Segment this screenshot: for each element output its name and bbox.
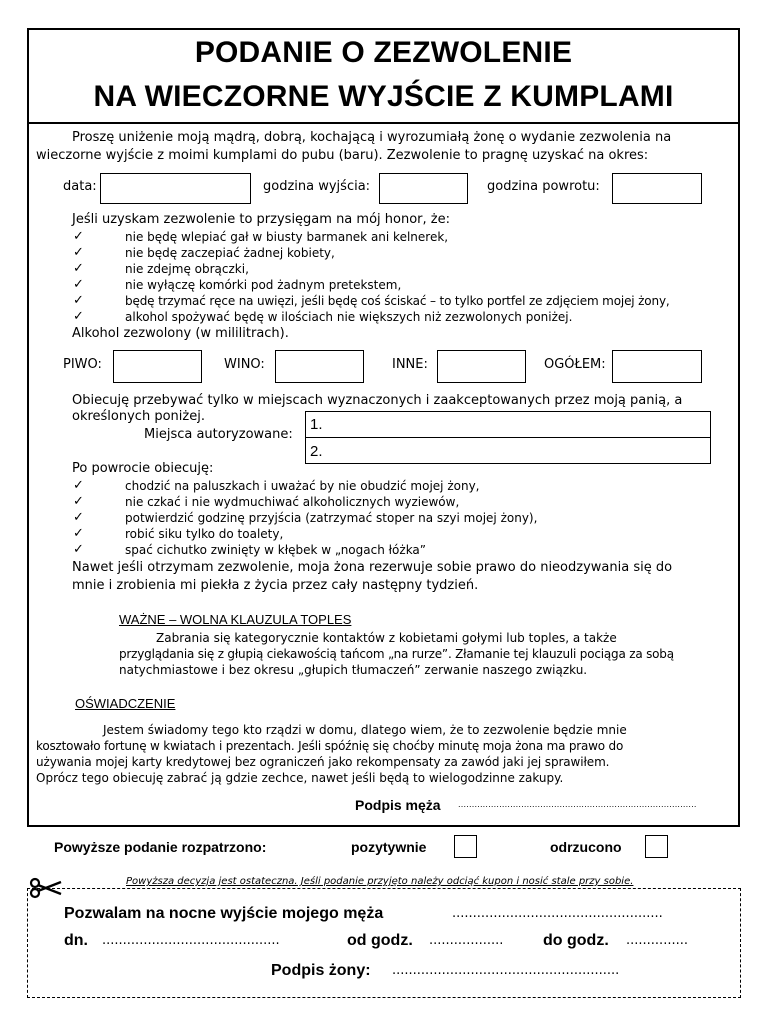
wife-signature-line[interactable]: ....................................................... [392, 963, 620, 978]
coupon-permit-line[interactable]: ................................................... [452, 906, 663, 921]
declaration-heading: OŚWIADCZENIE [75, 696, 176, 711]
beer-field[interactable] [113, 350, 202, 383]
title-box [27, 28, 740, 124]
date-field[interactable] [100, 173, 251, 204]
title-line-2: NA WIECZORNE WYJŚCIE Z KUMPLAMI [93, 80, 674, 113]
oath-item: nie wyłączę komórki pod żadnym pretekstem, [125, 278, 402, 292]
wife-signature-label: Podpis żony: [271, 962, 371, 979]
check-icon: ✓ [73, 478, 84, 493]
check-icon: ✓ [73, 277, 84, 292]
places-line-2: określonych poniżej. [72, 409, 205, 424]
coupon-day-label: dn. [64, 932, 88, 949]
check-icon: ✓ [73, 245, 84, 260]
decision-note: Powyższa decyzja jest ostateczna. Jeśli podanie przyjęto należy odciąć kupon i nosić stale przy sobie. [126, 876, 634, 887]
coupon-to-label: do godz. [543, 932, 609, 949]
title-line-1: PODANIE O ZEZWOLENIE [194, 36, 573, 69]
oath-item: nie będę zaczepiać żadnej kobiety, [125, 246, 335, 260]
return-item: potwierdzić godzinę przyjścia (zatrzymać stoper na szyi mojej żony), [125, 511, 538, 525]
clause-line-3: natychmiastowe i bez okresu „głupich tłumaczeń” zerwanie naszego związku. [119, 663, 588, 677]
declaration-line-2: kosztowało fortunę w kwiatach i prezentach. Jeśli spóźnię się choćby minutę moja żona ma prawo do [36, 739, 624, 753]
wine-field[interactable] [275, 350, 364, 383]
return-item: nie czkać i nie wydmuchiwać alkoholicznych wyziewów, [125, 495, 460, 509]
husband-signature-line[interactable]: ....................................................................................... [458, 800, 697, 809]
intro-line-2: wieczorne wyjście z moimi kumplami do pubu (baru). Zezwolenie to pragnę uzyskać na okres: [36, 148, 649, 163]
husband-signature-label: Podpis męża [355, 797, 441, 813]
check-icon: ✓ [73, 229, 84, 244]
back-time-label: godzina powrotu: [487, 179, 600, 194]
other-label: INNE: [392, 357, 428, 372]
declaration-line-4: Oprócz tego obiecuję zabrać ją gdzie zechce, nawet jeśli będą to wielogodzinne zakupy. [36, 771, 564, 785]
place-field-2[interactable] [305, 437, 711, 464]
places-line-1: Obiecuję przebywać tylko w miejscach wyznaczonych i zaakceptowanych przez moją panią, a [72, 393, 683, 408]
return-item: spać cichutko zwinięty w kłębek w „nogach łóżka” [125, 543, 426, 557]
return-intro: Po powrocie obiecuję: [72, 461, 214, 476]
oath-intro: Jeśli uzyskam zezwolenie to przysięgam na mój honor, że: [72, 212, 450, 227]
place-field-1[interactable] [305, 411, 711, 438]
check-icon: ✓ [73, 542, 84, 557]
wine-label: WINO: [224, 357, 265, 372]
check-icon: ✓ [73, 526, 84, 541]
rejected-checkbox[interactable] [645, 835, 668, 858]
closing-line-1: Nawet jeśli otrzymam zezwolenie, moja żona rezerwuje sobie prawo do nieodzywania się do [72, 560, 673, 575]
places-label: Miejsca autoryzowane: [144, 427, 293, 442]
total-field[interactable] [612, 350, 702, 383]
out-time-label: godzina wyjścia: [263, 179, 371, 194]
declaration-line-1: Jestem świadomy tego kto rządzi w domu, dlatego wiem, że to zezwolenie będzie mnie [103, 723, 627, 737]
beer-label: PIWO: [63, 357, 102, 372]
check-icon: ✓ [73, 510, 84, 525]
oath-item: alkohol spożywać będę w ilościach nie większych niż zezwolonych poniżej. [125, 310, 573, 324]
coupon-from-line[interactable]: .................. [429, 933, 504, 948]
coupon-to-line[interactable]: ............... [626, 933, 688, 948]
return-item: chodzić na paluszkach i uważać by nie obudzić mojej żony, [125, 479, 480, 493]
out-time-field[interactable] [379, 173, 468, 204]
oath-item: będę trzymać ręce na uwięzi, jeśli będę coś ściskać – to tylko portfel ze zdjęciem mojej żony, [125, 294, 670, 308]
clause-line-2: przyglądania się z głupią ciekawością tańcom „na rurze”. Złamanie tej klauzuli pociąga za sobą [119, 647, 674, 661]
coupon-day-line[interactable]: ........................................... [102, 933, 280, 948]
oath-item: nie zdejmę obrączki, [125, 262, 249, 276]
check-icon: ✓ [73, 309, 84, 324]
coupon-from-label: od godz. [347, 932, 413, 949]
check-icon: ✓ [73, 261, 84, 276]
other-field[interactable] [437, 350, 526, 383]
positive-checkbox[interactable] [454, 835, 477, 858]
back-time-field[interactable] [612, 173, 702, 204]
intro-line-1: Proszę uniżenie moją mądrą, dobrą, kochającą i wyrozumiałą żonę o wydanie zezwolenia na [72, 130, 672, 145]
rejected-label: odrzucono [550, 839, 622, 855]
declaration-line-3: używania mojej karty kredytowej bez ograniczeń jako rekompensaty za zawód jaki jej sprawiłem. [36, 755, 610, 769]
clause-heading: WAŻNE – WOLNA KLAUZULA TOPLES [119, 612, 352, 627]
closing-line-2: mnie i zrobienia mi piekła z życia przez cały następny tydzień. [72, 578, 479, 593]
alcohol-intro: Alkohol zezwolony (w mililitrach). [72, 326, 289, 341]
clause-line-1: Zabrania się kategorycznie kontaktów z kobietami gołymi lub toples, a także [156, 631, 617, 645]
total-label: OGÓŁEM: [544, 357, 606, 372]
decision-label: Powyższe podanie rozpatrzono: [54, 839, 267, 855]
positive-label: pozytywnie [351, 839, 427, 855]
oath-item: nie będę wlepiać gał w biusty barmanek ani kelnerek, [125, 230, 449, 244]
place-2-number: 2. [310, 443, 323, 460]
place-1-number: 1. [310, 416, 323, 433]
coupon-permit-label: Pozwalam na nocne wyjście mojego męża [64, 905, 384, 922]
check-icon: ✓ [73, 293, 84, 308]
date-label: data: [63, 179, 97, 194]
return-item: robić siku tylko do toalety, [125, 527, 284, 541]
check-icon: ✓ [73, 494, 84, 509]
